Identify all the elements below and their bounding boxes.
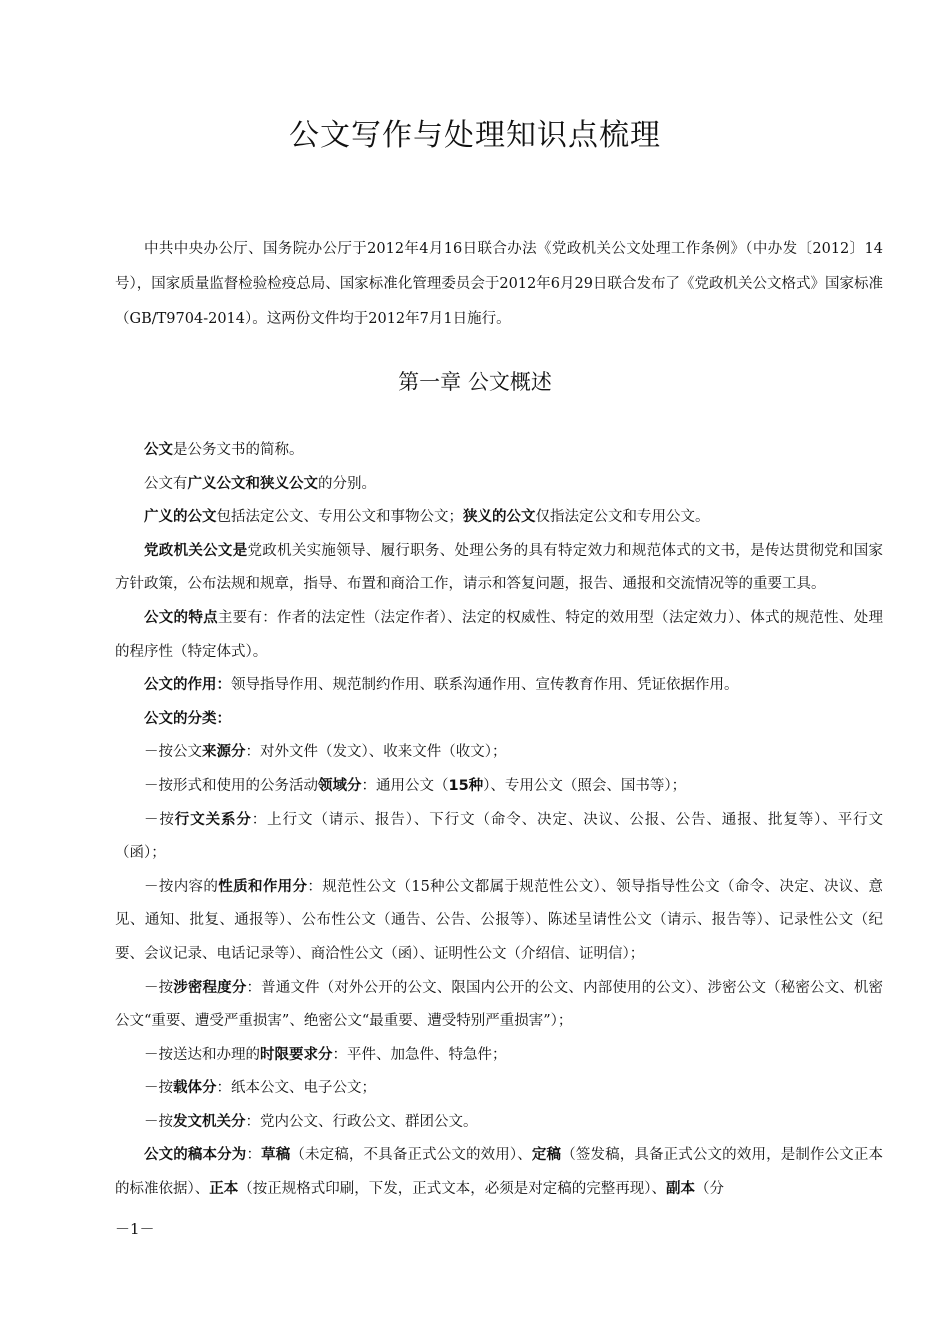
text-span: －按 xyxy=(144,811,175,828)
bold-term: 性质和作用分 xyxy=(218,878,308,895)
text-span: ：普通文件（对外公开的公文、限国内公开的公文、内部使用的公文）、涉密公文（秘密公文、机密公文“重要、遭受严重损害”、绝密公文“最重要、遭受特别严重损害”）； xyxy=(115,979,884,1030)
bold-term: 公文的作用： xyxy=(144,677,231,694)
list-item-domain xyxy=(115,770,883,804)
text-span: （签发稿，具备正式公文的效用，是制作公文正本的标准依据）、 xyxy=(115,1147,884,1198)
text-span: －按内容的 xyxy=(144,878,219,895)
bold-term: 公文的特点 xyxy=(144,609,218,626)
bold-term: 涉密程度分 xyxy=(173,979,247,996)
list-item-relation xyxy=(115,804,883,871)
text-span: ：对外文件（发文）、收来文件（收文）； xyxy=(245,744,507,761)
bold-term: 草稿 xyxy=(261,1147,291,1164)
paragraph-scope xyxy=(115,468,883,502)
bold-term: 正本 xyxy=(209,1181,239,1198)
bold-term: 发文机关分 xyxy=(173,1113,246,1130)
bold-term: 党政机关公文是 xyxy=(144,542,248,559)
list-item-carrier xyxy=(115,1072,883,1106)
page-title: 公文写作与处理知识点梳理 xyxy=(289,118,661,153)
text-span: （未定稿，不具备正式公文的效用）、 xyxy=(290,1147,532,1164)
paragraph-features xyxy=(115,602,883,669)
bold-term: 狭义的公文 xyxy=(463,509,536,526)
bold-term: 广义的公文 xyxy=(144,509,217,526)
text-span: 仅指法定公文和专用公文。 xyxy=(535,509,710,526)
page-number: －1－ xyxy=(115,1220,155,1238)
text-span: 的分别。 xyxy=(318,475,376,492)
paragraph-classification-heading xyxy=(115,703,883,737)
intro-paragraph: 中共中央办公厅、国务院办公厅于2012年4月16日联合办法《党政机关公文处理工作条例》（中办发〔2012〕14号），国家质量监督检验检疫总局、国家标准化管理委员会于2012年6月29日联合发布了《党政机关公文格式》国家标准（GB/T9704-2014）。这两份文件均于2012年7月1日施行。 xyxy=(115,241,883,327)
text-span: 领导指导作用、规范制约作用、联系沟通作用、宣传教育作用、凭证依据作用。 xyxy=(231,677,739,694)
list-item-issuer xyxy=(115,1106,883,1140)
text-span: ：平件、加急件、特急件； xyxy=(332,1046,507,1063)
text-span: （分 xyxy=(695,1181,724,1198)
list-item-nature xyxy=(115,871,883,972)
bold-term: 广义公文和狭义公文 xyxy=(187,475,318,492)
text-span: ：上行文（请示、报告）、下行文（命令、决定、决议、公报、公告、通报、批复等）、平行文（函）； xyxy=(115,811,884,862)
bold-term: 公文的稿本分为 xyxy=(144,1147,247,1164)
text-span: ：党内公文、行政公文、群团公文。 xyxy=(245,1113,478,1130)
text-span: －按形式和使用的公务活动 xyxy=(144,777,318,794)
chapter-body xyxy=(115,434,883,1207)
text-span: ：通用公文（ xyxy=(361,777,449,794)
paragraph-definition xyxy=(115,434,883,468)
paragraph-broad-narrow xyxy=(115,501,883,535)
text-span: 主要有：作者的法定性（法定作者）、法定的权威性、特定的效用型（法定效力）、体式的规范性、处理的程序性（特定体式）。 xyxy=(115,609,884,660)
bold-term: 来源分 xyxy=(202,744,246,761)
list-item-source xyxy=(115,736,883,770)
text-span: ：纸本公文、电子公文； xyxy=(216,1080,376,1097)
bold-term: 公文的分类： xyxy=(144,710,231,727)
text-span: 是公务文书的简称。 xyxy=(173,442,304,458)
text-span: －按送达和办理的 xyxy=(144,1046,260,1063)
text-span: 包括法定公文、专用公文和事物公文； xyxy=(216,509,463,526)
text-span: －按 xyxy=(144,979,174,996)
bold-term: 公文 xyxy=(144,442,173,458)
text-span: －按公文 xyxy=(144,744,202,761)
paragraph-party-docs xyxy=(115,535,883,602)
bold-term: 载体分 xyxy=(173,1080,217,1097)
text-span: －按 xyxy=(144,1113,173,1130)
text-span: ： xyxy=(246,1147,262,1164)
list-item-time-limit xyxy=(115,1039,883,1073)
paragraph-functions xyxy=(115,669,883,703)
bold-term: 定稿 xyxy=(531,1147,562,1164)
text-span: （按正规格式印刷，下发，正式文本，必须是对定稿的完整再现）、 xyxy=(238,1181,666,1198)
text-span: 公文有 xyxy=(144,475,188,492)
text-span: ）、专用公文（照会、国书等）； xyxy=(483,777,687,794)
bold-term: 领域分 xyxy=(318,777,362,794)
paragraph-drafts xyxy=(115,1139,883,1206)
bold-term: 时限要求分 xyxy=(260,1046,333,1063)
list-item-secrecy xyxy=(115,972,883,1039)
bold-term: 行文关系分 xyxy=(174,811,252,828)
text-span: －按 xyxy=(144,1080,173,1097)
text-span: 党政机关实施领导、履行职务、处理公务的具有特定效力和规范体式的文书，是传达贯彻党和国家方针政策，公布法规和规章，指导、布置和商洽工作，请示和答复问题，报告、通报和交流情况等的重要工具。 xyxy=(115,542,883,593)
bold-term: 15种 xyxy=(448,777,484,794)
bold-term: 副本 xyxy=(666,1181,695,1198)
chapter-heading: 第一章 公文概述 xyxy=(398,370,552,394)
text-span: ：规范性公文（15种公文都属于规范性公文）、领导指导性公文（命令、决定、决议、意见、通知、批复、通报等）、公布性公文（通告、公告、公报等）、陈述呈请性公文（请示、报告等）、记录性公文（纪要、会议记录、电话记录等）、商洽性公文（函）、证明性公文（介绍信、证明信）； xyxy=(115,878,884,962)
